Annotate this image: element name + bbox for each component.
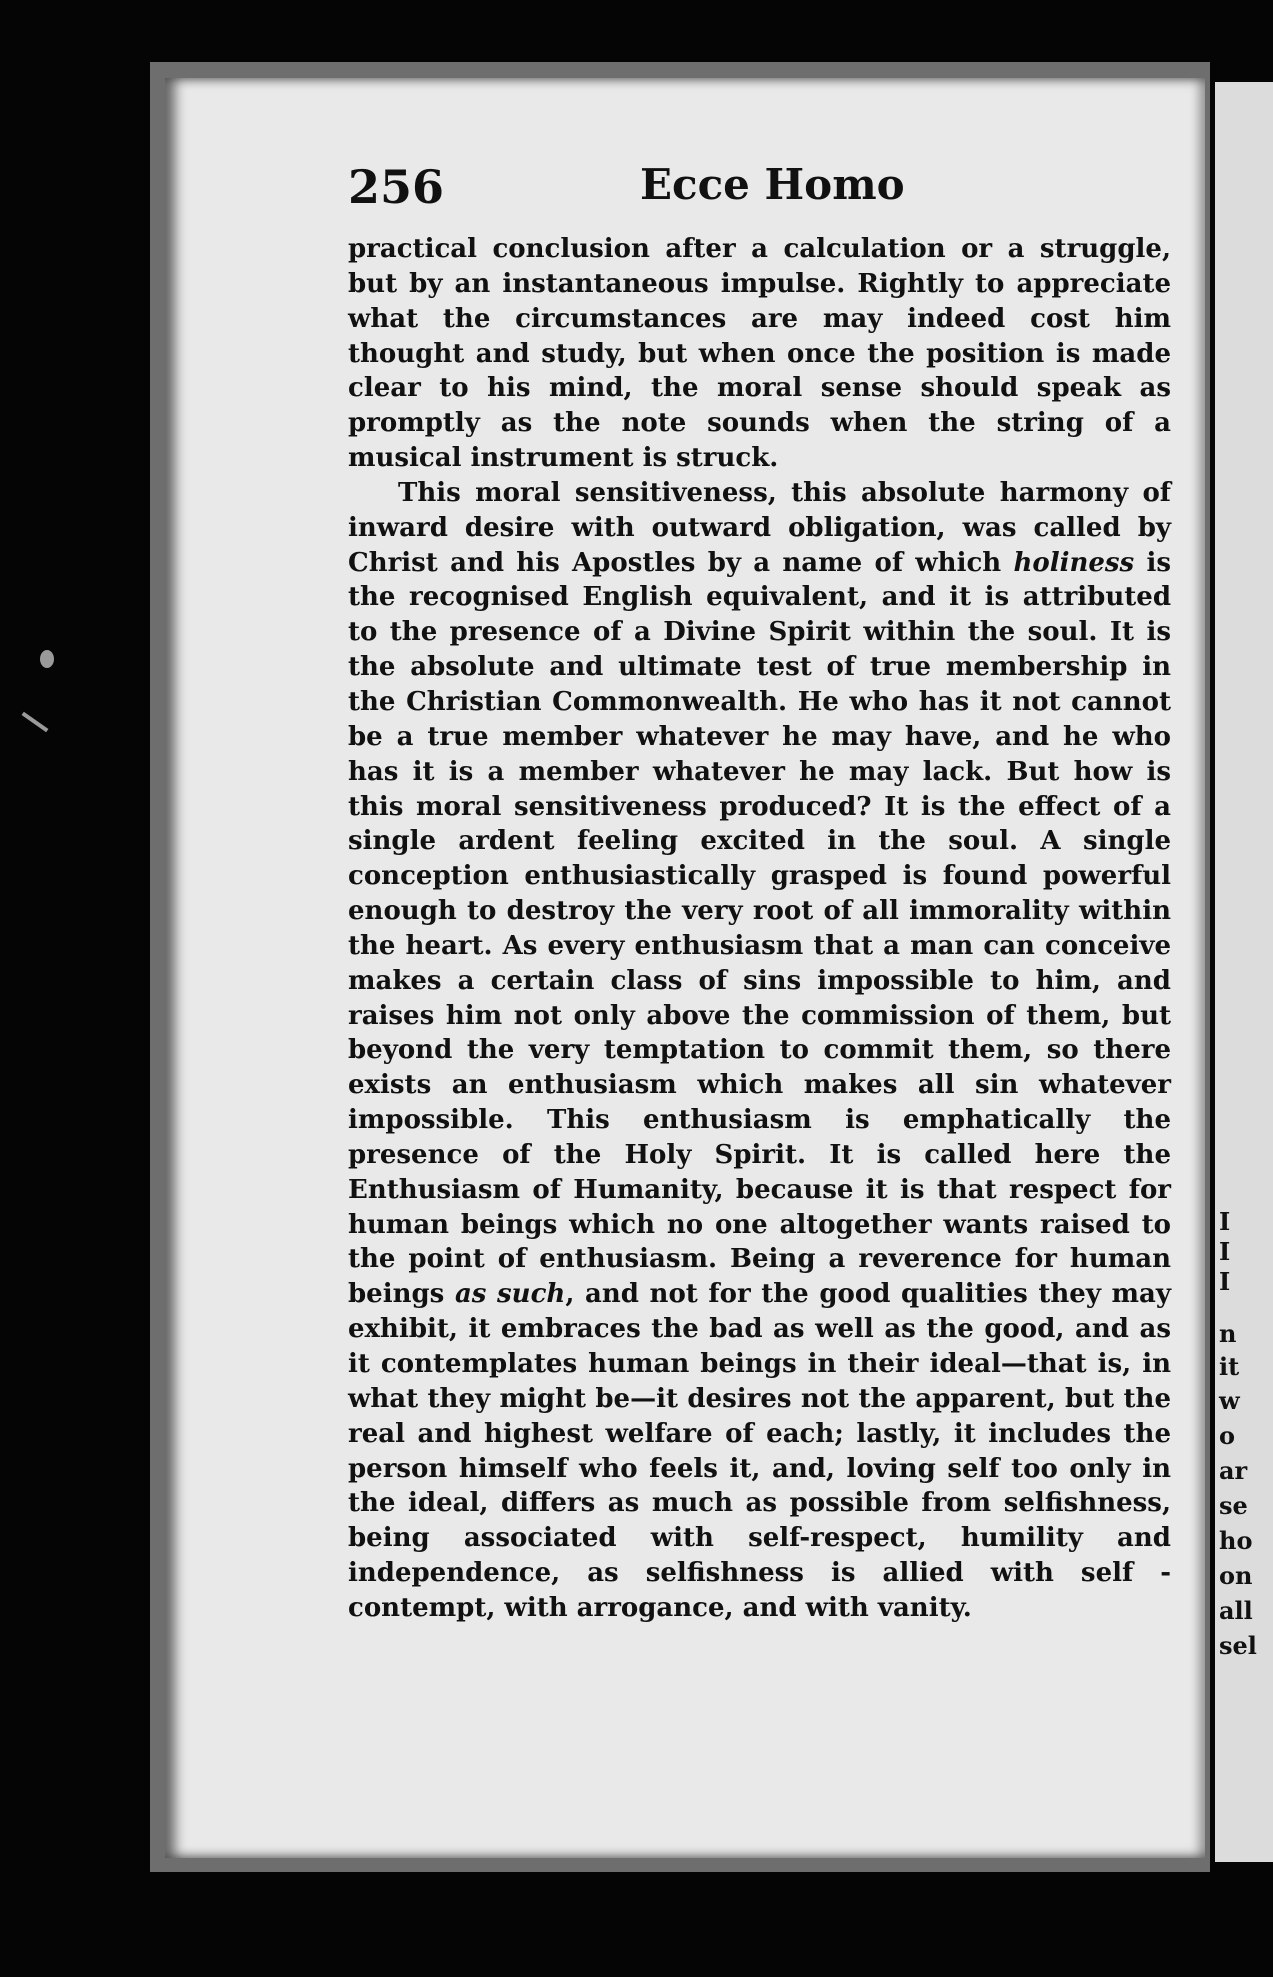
scan-speck	[22, 712, 49, 732]
adjacent-text-fragment: w	[1219, 1386, 1240, 1415]
adjacent-text-fragment: I	[1219, 1267, 1231, 1296]
text-run: , and not for the good qualities they may exhibit, it embraces the bad as well as the good, and as it contemplates human beings in their ideal—that is, in what they might be—it desires not the apparent, but the real and highest welfare of each; lastly, it includes the person himself who feels it, and, loving self too only in the ideal, differs as much as possible from selfishness, being associated with self-respect, humility and independence, as selfishness is allied with self - contempt, with arrogance, and with vanity.	[348, 1279, 1172, 1623]
adjacent-text-fragment: ar	[1219, 1456, 1248, 1485]
adjacent-page-fragment	[1215, 82, 1273, 1862]
adjacent-text-fragment: on	[1219, 1561, 1253, 1590]
adjacent-text-fragment: o	[1219, 1421, 1236, 1450]
adjacent-text-fragment: sel	[1219, 1631, 1257, 1660]
text-run: This moral sensitiveness, this absolute harmony of inward desire with outward obligation, was called by Christ and his Apostles by a name of which	[348, 477, 1171, 578]
text-run: is the recognised English equivalent, and it is attributed to the presence of a Divine Spirit within the soul. It is the absolute and ultimate test of true membership in the Christian Commonwealth. He who has it not cannot be a true member whatever he may have, and he who has it is a member whatever he may lack. But how is this moral sensitiveness produced? It is the effect of a single ardent feeling excited in the soul. A single conception enthusiastically grasped is found powerful enough to destroy the very root of all immorality within the heart. As every enthusiasm that a man can conceive makes a certain class of sins impossible to him, and raises him not only above the commission of them, but beyond the very temptation to commit them, so there exists an enthusiasm which makes all sin whatever impossible. This enthusiasm is emphatically the presence of the Holy Spirit. It is called here the Enthusiasm of Humanity, because it is that respect for human beings which no one altogether wants raised to the point of enthusiasm. Being a reverence for human beings	[348, 547, 1171, 1310]
paragraph: practical conclusion after a calculation or a struggle, but by an instantaneous impulse. Rightly to appreciate what the circumstances are may indeed cost him thought and study, but when once the position is made clear to his mind, the moral sense should speak as promptly as the note sounds when the string of a musical instrument is struck.	[348, 234, 1171, 474]
adjacent-text-fragment: I	[1219, 1237, 1231, 1266]
page-number: 256	[348, 160, 445, 214]
italic-term: holiness	[1013, 547, 1135, 578]
adjacent-text-fragment: I	[1219, 1207, 1231, 1236]
paragraph	[348, 476, 1171, 1626]
running-header	[348, 160, 905, 220]
adjacent-text-fragment: se	[1219, 1491, 1248, 1520]
adjacent-text-fragment: ho	[1219, 1526, 1253, 1555]
adjacent-text-fragment: n	[1219, 1319, 1237, 1348]
adjacent-text-fragment: all	[1219, 1596, 1253, 1625]
running-title: Ecce Homo	[640, 160, 905, 209]
scan-speck	[40, 650, 54, 668]
body-text	[348, 232, 1171, 1626]
italic-term: as such	[454, 1279, 566, 1310]
adjacent-text-fragment: it	[1219, 1352, 1240, 1381]
